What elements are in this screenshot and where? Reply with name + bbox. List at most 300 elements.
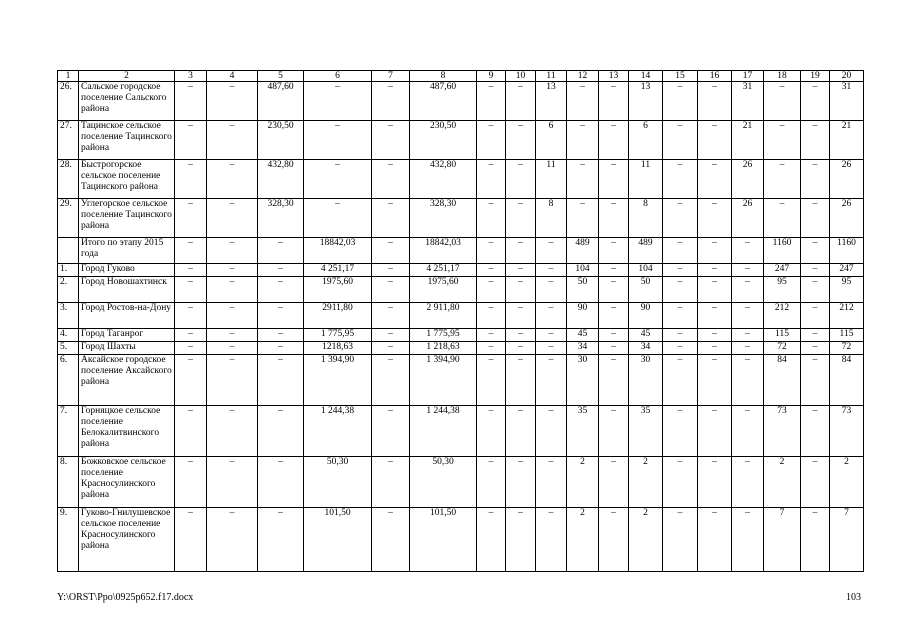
- value-cell: 21: [732, 121, 764, 160]
- row-number-cell: 2.: [58, 277, 79, 303]
- value-cell: 104: [567, 264, 599, 277]
- value-cell: –: [175, 303, 207, 329]
- value-cell: –: [732, 329, 764, 342]
- value-cell: 101,50: [410, 508, 477, 572]
- value-cell: –: [599, 329, 629, 342]
- value-cell: –: [207, 329, 258, 342]
- value-cell: 489: [567, 238, 599, 264]
- value-cell: 26: [732, 160, 764, 199]
- value-cell: –: [175, 342, 207, 355]
- value-cell: –: [599, 160, 629, 199]
- value-cell: –: [372, 264, 410, 277]
- row-number-cell: 29.: [58, 199, 79, 238]
- row-number-cell: 3.: [58, 303, 79, 329]
- value-cell: –: [175, 406, 207, 457]
- value-cell: 2: [764, 457, 801, 508]
- value-cell: 2 911,80: [410, 303, 477, 329]
- value-cell: 1160: [764, 238, 801, 264]
- value-cell: –: [258, 277, 304, 303]
- value-cell: –: [599, 238, 629, 264]
- value-cell: –: [175, 264, 207, 277]
- value-cell: 230,50: [258, 121, 304, 160]
- value-cell: –: [477, 121, 506, 160]
- value-cell: –: [207, 277, 258, 303]
- value-cell: –: [801, 457, 830, 508]
- value-cell: –: [175, 199, 207, 238]
- value-cell: 35: [567, 406, 599, 457]
- value-cell: –: [567, 121, 599, 160]
- value-cell: 1 244,38: [304, 406, 372, 457]
- value-cell: –: [801, 406, 830, 457]
- value-cell: –: [477, 238, 506, 264]
- value-cell: 84: [764, 355, 801, 406]
- value-cell: –: [258, 406, 304, 457]
- value-cell: 1218,63: [304, 342, 372, 355]
- value-cell: 73: [764, 406, 801, 457]
- value-cell: –: [732, 303, 764, 329]
- value-cell: –: [477, 355, 506, 406]
- value-cell: 115: [764, 329, 801, 342]
- row-number-cell: 7.: [58, 406, 79, 457]
- table-row: [58, 355, 864, 406]
- value-cell: –: [477, 82, 506, 121]
- value-cell: –: [801, 160, 830, 199]
- value-cell: 489: [629, 238, 663, 264]
- value-cell: –: [698, 121, 732, 160]
- value-cell: –: [801, 121, 830, 160]
- value-cell: 31: [830, 82, 864, 121]
- column-number-cell: 20: [830, 71, 864, 82]
- value-cell: –: [698, 342, 732, 355]
- row-number-cell: 4.: [58, 329, 79, 342]
- value-cell: 212: [764, 303, 801, 329]
- municipality-name-cell: Тацинское сельское поселение Тацинского района: [79, 121, 175, 160]
- municipality-name-cell: Город Новошахтинск: [79, 277, 175, 303]
- value-cell: –: [764, 82, 801, 121]
- value-cell: –: [536, 238, 567, 264]
- value-cell: –: [372, 160, 410, 199]
- value-cell: –: [698, 238, 732, 264]
- value-cell: –: [663, 355, 698, 406]
- value-cell: –: [698, 457, 732, 508]
- value-cell: –: [663, 160, 698, 199]
- value-cell: –: [567, 199, 599, 238]
- value-cell: –: [304, 160, 372, 199]
- value-cell: 328,30: [258, 199, 304, 238]
- table-row: [58, 342, 864, 355]
- value-cell: 328,30: [410, 199, 477, 238]
- municipality-name-cell: Горняцкое сельское поселение Белокалитвинского района: [79, 406, 175, 457]
- value-cell: 2: [567, 457, 599, 508]
- value-cell: –: [599, 342, 629, 355]
- municipality-name-cell: Гуково-Гнилушевское сельское поселение Красносулинского района: [79, 508, 175, 572]
- value-cell: –: [663, 342, 698, 355]
- value-cell: 1 394,90: [410, 355, 477, 406]
- table-row: [58, 303, 864, 329]
- municipality-name-cell: Аксайское городское поселение Аксайского района: [79, 355, 175, 406]
- value-cell: –: [536, 342, 567, 355]
- table-row: [58, 264, 864, 277]
- value-cell: –: [764, 199, 801, 238]
- value-cell: 18842,03: [304, 238, 372, 264]
- value-cell: –: [663, 121, 698, 160]
- value-cell: 35: [629, 406, 663, 457]
- value-cell: –: [663, 82, 698, 121]
- value-cell: 1 218,63: [410, 342, 477, 355]
- value-cell: 230,50: [410, 121, 477, 160]
- value-cell: –: [175, 121, 207, 160]
- value-cell: 11: [536, 160, 567, 199]
- value-cell: –: [258, 457, 304, 508]
- column-number-cell: 18: [764, 71, 801, 82]
- value-cell: –: [506, 342, 536, 355]
- value-cell: –: [258, 264, 304, 277]
- data-table: [57, 70, 864, 572]
- value-cell: 72: [830, 342, 864, 355]
- value-cell: –: [801, 342, 830, 355]
- table-row: [58, 329, 864, 342]
- value-cell: –: [536, 264, 567, 277]
- value-cell: 21: [830, 121, 864, 160]
- value-cell: –: [801, 238, 830, 264]
- value-cell: 95: [830, 277, 864, 303]
- value-cell: –: [175, 238, 207, 264]
- value-cell: –: [567, 82, 599, 121]
- value-cell: –: [599, 406, 629, 457]
- value-cell: –: [698, 199, 732, 238]
- column-number-cell: 10: [506, 71, 536, 82]
- value-cell: –: [372, 199, 410, 238]
- value-cell: –: [732, 277, 764, 303]
- value-cell: 4 251,17: [410, 264, 477, 277]
- value-cell: –: [698, 264, 732, 277]
- value-cell: –: [372, 355, 410, 406]
- value-cell: –: [207, 160, 258, 199]
- value-cell: –: [599, 121, 629, 160]
- value-cell: –: [506, 355, 536, 406]
- value-cell: 101,50: [304, 508, 372, 572]
- value-cell: –: [764, 160, 801, 199]
- column-number-cell: 8: [410, 71, 477, 82]
- value-cell: –: [258, 342, 304, 355]
- table-row: [58, 238, 864, 264]
- row-number-cell: [58, 238, 79, 264]
- footer-file-path: Y:\ORST\Ppo\0925p652.f17.docx: [57, 592, 194, 603]
- value-cell: 50: [567, 277, 599, 303]
- value-cell: –: [801, 303, 830, 329]
- footer-page-number: 103: [846, 592, 861, 603]
- value-cell: 6: [629, 121, 663, 160]
- value-cell: 247: [830, 264, 864, 277]
- value-cell: 2: [629, 457, 663, 508]
- municipality-name-cell: Город Гуково: [79, 264, 175, 277]
- table-row: [58, 82, 864, 121]
- value-cell: –: [207, 342, 258, 355]
- value-cell: 4 251,17: [304, 264, 372, 277]
- value-cell: –: [732, 342, 764, 355]
- value-cell: –: [207, 82, 258, 121]
- value-cell: 26: [830, 199, 864, 238]
- value-cell: –: [801, 277, 830, 303]
- value-cell: –: [599, 277, 629, 303]
- value-cell: –: [175, 355, 207, 406]
- value-cell: –: [175, 82, 207, 121]
- value-cell: –: [372, 342, 410, 355]
- value-cell: 34: [567, 342, 599, 355]
- value-cell: –: [207, 508, 258, 572]
- column-number-cell: 17: [732, 71, 764, 82]
- value-cell: –: [536, 406, 567, 457]
- value-cell: –: [258, 508, 304, 572]
- row-number-cell: 8.: [58, 457, 79, 508]
- value-cell: –: [599, 457, 629, 508]
- value-cell: –: [506, 303, 536, 329]
- value-cell: –: [732, 355, 764, 406]
- value-cell: –: [477, 264, 506, 277]
- value-cell: –: [506, 406, 536, 457]
- value-cell: –: [599, 264, 629, 277]
- header-row: [58, 71, 864, 82]
- value-cell: 1975,60: [410, 277, 477, 303]
- row-number-cell: 5.: [58, 342, 79, 355]
- value-cell: 247: [764, 264, 801, 277]
- value-cell: –: [506, 238, 536, 264]
- value-cell: –: [175, 457, 207, 508]
- value-cell: –: [663, 457, 698, 508]
- value-cell: 6: [536, 121, 567, 160]
- value-cell: –: [698, 406, 732, 457]
- value-cell: –: [372, 508, 410, 572]
- value-cell: –: [477, 508, 506, 572]
- table-row: [58, 277, 864, 303]
- column-number-cell: 11: [536, 71, 567, 82]
- value-cell: –: [801, 199, 830, 238]
- value-cell: 13: [536, 82, 567, 121]
- row-number-cell: 28.: [58, 160, 79, 199]
- row-number-cell: 9.: [58, 508, 79, 572]
- column-number-cell: 14: [629, 71, 663, 82]
- value-cell: 1 244,38: [410, 406, 477, 457]
- municipality-name-cell: Город Шахты: [79, 342, 175, 355]
- value-cell: –: [477, 199, 506, 238]
- value-cell: –: [732, 457, 764, 508]
- value-cell: 1 394,90: [304, 355, 372, 406]
- value-cell: 31: [732, 82, 764, 121]
- value-cell: –: [506, 277, 536, 303]
- value-cell: 50,30: [410, 457, 477, 508]
- value-cell: –: [698, 329, 732, 342]
- value-cell: 1 775,95: [410, 329, 477, 342]
- value-cell: 34: [629, 342, 663, 355]
- column-number-cell: 5: [258, 71, 304, 82]
- value-cell: –: [698, 355, 732, 406]
- value-cell: –: [663, 264, 698, 277]
- table-row: [58, 508, 864, 572]
- value-cell: –: [207, 121, 258, 160]
- value-cell: –: [207, 406, 258, 457]
- value-cell: 487,60: [410, 82, 477, 121]
- value-cell: –: [372, 303, 410, 329]
- value-cell: –: [698, 82, 732, 121]
- row-number-cell: 6.: [58, 355, 79, 406]
- value-cell: 72: [764, 342, 801, 355]
- value-cell: –: [258, 238, 304, 264]
- value-cell: –: [698, 160, 732, 199]
- value-cell: 2: [629, 508, 663, 572]
- value-cell: 90: [567, 303, 599, 329]
- column-number-cell: 12: [567, 71, 599, 82]
- value-cell: –: [506, 199, 536, 238]
- value-cell: –: [506, 121, 536, 160]
- column-number-cell: 15: [663, 71, 698, 82]
- value-cell: –: [536, 277, 567, 303]
- value-cell: –: [801, 508, 830, 572]
- value-cell: –: [477, 342, 506, 355]
- value-cell: –: [599, 508, 629, 572]
- municipality-name-cell: Быстрогорское сельское поселение Тацинского района: [79, 160, 175, 199]
- value-cell: 1160: [830, 238, 864, 264]
- value-cell: 1975,60: [304, 277, 372, 303]
- table-row: [58, 199, 864, 238]
- value-cell: –: [536, 329, 567, 342]
- value-cell: 11: [629, 160, 663, 199]
- value-cell: –: [663, 406, 698, 457]
- value-cell: –: [207, 264, 258, 277]
- value-cell: –: [536, 355, 567, 406]
- value-cell: –: [207, 355, 258, 406]
- value-cell: 115: [830, 329, 864, 342]
- value-cell: –: [536, 457, 567, 508]
- value-cell: 8: [629, 199, 663, 238]
- table-row: [58, 457, 864, 508]
- value-cell: 13: [629, 82, 663, 121]
- municipality-name-cell: Город Таганрог: [79, 329, 175, 342]
- value-cell: –: [698, 508, 732, 572]
- value-cell: 432,80: [410, 160, 477, 199]
- value-cell: –: [372, 121, 410, 160]
- value-cell: –: [506, 329, 536, 342]
- value-cell: –: [506, 160, 536, 199]
- value-cell: –: [663, 238, 698, 264]
- value-cell: –: [801, 82, 830, 121]
- value-cell: –: [304, 199, 372, 238]
- value-cell: –: [477, 160, 506, 199]
- value-cell: –: [372, 406, 410, 457]
- value-cell: 487,60: [258, 82, 304, 121]
- column-number-cell: 3: [175, 71, 207, 82]
- municipality-name-cell: Город Ростов-на-Дону: [79, 303, 175, 329]
- value-cell: –: [477, 406, 506, 457]
- value-cell: 104: [629, 264, 663, 277]
- value-cell: –: [258, 355, 304, 406]
- value-cell: –: [663, 508, 698, 572]
- value-cell: –: [372, 82, 410, 121]
- value-cell: –: [372, 238, 410, 264]
- value-cell: –: [175, 329, 207, 342]
- value-cell: –: [663, 277, 698, 303]
- value-cell: 95: [764, 277, 801, 303]
- value-cell: –: [175, 508, 207, 572]
- value-cell: –: [506, 82, 536, 121]
- value-cell: 2911,80: [304, 303, 372, 329]
- value-cell: –: [536, 303, 567, 329]
- value-cell: –: [477, 457, 506, 508]
- value-cell: –: [764, 121, 801, 160]
- value-cell: –: [477, 329, 506, 342]
- column-number-cell: 13: [599, 71, 629, 82]
- municipality-name-cell: Углегорское сельское поселение Тацинского района: [79, 199, 175, 238]
- value-cell: –: [599, 82, 629, 121]
- value-cell: –: [801, 264, 830, 277]
- value-cell: –: [506, 508, 536, 572]
- value-cell: 18842,03: [410, 238, 477, 264]
- value-cell: 45: [629, 329, 663, 342]
- value-cell: 84: [830, 355, 864, 406]
- value-cell: –: [304, 121, 372, 160]
- value-cell: 212: [830, 303, 864, 329]
- value-cell: –: [258, 329, 304, 342]
- value-cell: 2: [567, 508, 599, 572]
- column-number-cell: 19: [801, 71, 830, 82]
- value-cell: –: [732, 264, 764, 277]
- value-cell: 30: [629, 355, 663, 406]
- value-cell: 30: [567, 355, 599, 406]
- value-cell: 73: [830, 406, 864, 457]
- value-cell: –: [698, 303, 732, 329]
- value-cell: –: [258, 303, 304, 329]
- value-cell: –: [372, 329, 410, 342]
- value-cell: –: [207, 303, 258, 329]
- value-cell: –: [732, 238, 764, 264]
- value-cell: –: [801, 329, 830, 342]
- value-cell: –: [599, 303, 629, 329]
- column-number-cell: 4: [207, 71, 258, 82]
- value-cell: –: [732, 406, 764, 457]
- row-number-cell: 26.: [58, 82, 79, 121]
- value-cell: –: [567, 160, 599, 199]
- column-number-cell: 7: [372, 71, 410, 82]
- value-cell: –: [536, 508, 567, 572]
- value-cell: –: [698, 277, 732, 303]
- value-cell: –: [801, 355, 830, 406]
- value-cell: –: [663, 329, 698, 342]
- column-number-cell: 6: [304, 71, 372, 82]
- value-cell: 50: [629, 277, 663, 303]
- row-number-cell: 1.: [58, 264, 79, 277]
- column-number-cell: 1: [58, 71, 79, 82]
- value-cell: 50,30: [304, 457, 372, 508]
- column-number-cell: 2: [79, 71, 175, 82]
- value-cell: 1 775,95: [304, 329, 372, 342]
- column-number-cell: 9: [477, 71, 506, 82]
- value-cell: –: [207, 238, 258, 264]
- value-cell: –: [304, 82, 372, 121]
- value-cell: 2: [830, 457, 864, 508]
- value-cell: 90: [629, 303, 663, 329]
- column-number-cell: 16: [698, 71, 732, 82]
- value-cell: –: [599, 355, 629, 406]
- value-cell: –: [372, 457, 410, 508]
- table-row: [58, 121, 864, 160]
- value-cell: –: [175, 277, 207, 303]
- value-cell: 45: [567, 329, 599, 342]
- row-number-cell: 27.: [58, 121, 79, 160]
- value-cell: –: [477, 303, 506, 329]
- municipality-name-cell: Сальское городское поселение Сальского района: [79, 82, 175, 121]
- value-cell: –: [207, 457, 258, 508]
- value-cell: –: [477, 277, 506, 303]
- value-cell: 7: [830, 508, 864, 572]
